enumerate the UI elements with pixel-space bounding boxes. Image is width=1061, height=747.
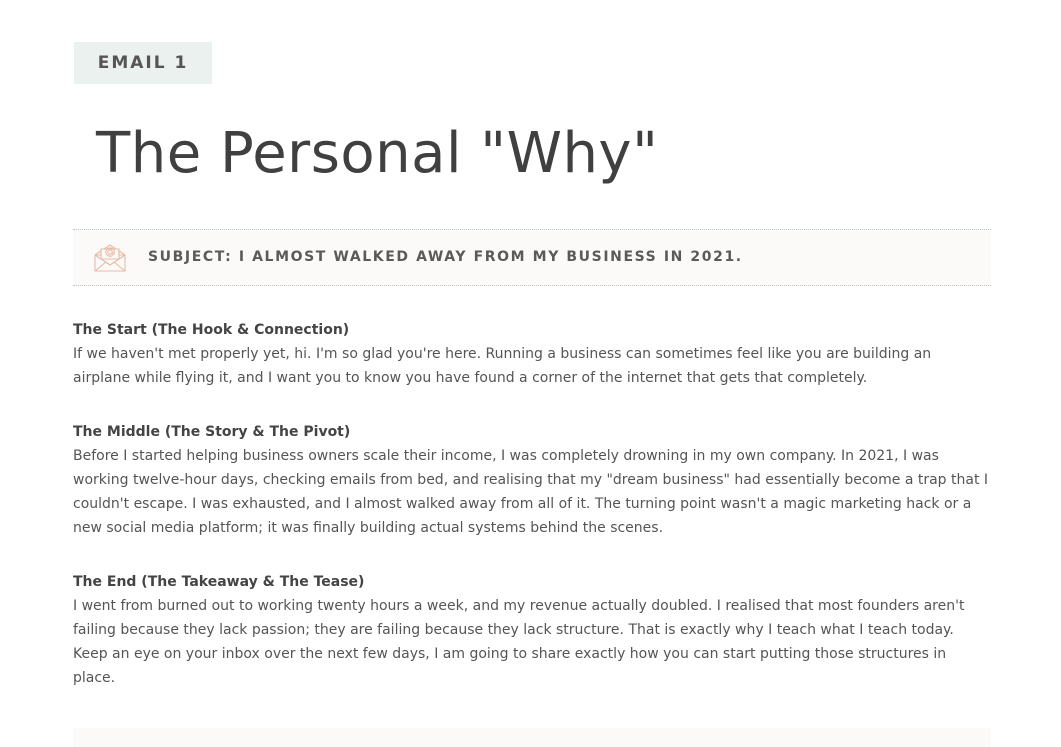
section-middle	[73, 420, 991, 540]
subject-bar	[73, 229, 991, 286]
section-start	[73, 318, 991, 390]
section-heading: The Start (The Hook & Connection)	[73, 322, 350, 338]
section-heading: The End (The Takeaway & The Tease)	[73, 574, 365, 590]
next-panel-edge	[73, 728, 991, 747]
section-heading: The Middle (The Story & The Pivot)	[73, 424, 351, 440]
envelope-icon	[94, 244, 126, 272]
section-body: Before I started helping business owners scale their income, I was completely drowning in my own company. In 2021, I was working twelve-hour days, checking emails from bed, and realising that my "dream business" had essentially become a trap that I couldn't escape. I was exhausted, and I almost walked away from all of it. The turning point wasn't a magic marketing hack or a new social media platform; it was finally building actual systems behind the scenes.	[73, 448, 989, 536]
email-subject: SUBJECT: I ALMOST WALKED AWAY FROM MY BUSINESS IN 2021.	[148, 249, 743, 265]
section-body: I went from burned out to working twenty hours a week, and my revenue actually doubled. I realised that most founders aren't failing because they lack passion; they are failing because they lack structure. That is exactly why I teach what I teach today. Keep an eye on your inbox over the next few days, I am going to share exactly how you can start putting those structures in place.	[73, 598, 965, 686]
email-number-tag: EMAIL 1	[74, 42, 212, 84]
page-title: The Personal "Why"	[96, 121, 659, 186]
section-body: If we haven't met properly yet, hi. I'm so glad you're here. Running a business can sometimes feel like you are building an airplane while flying it, and I want you to know you have found a corner of the internet that gets that completely.	[73, 346, 932, 386]
section-end	[73, 570, 991, 690]
